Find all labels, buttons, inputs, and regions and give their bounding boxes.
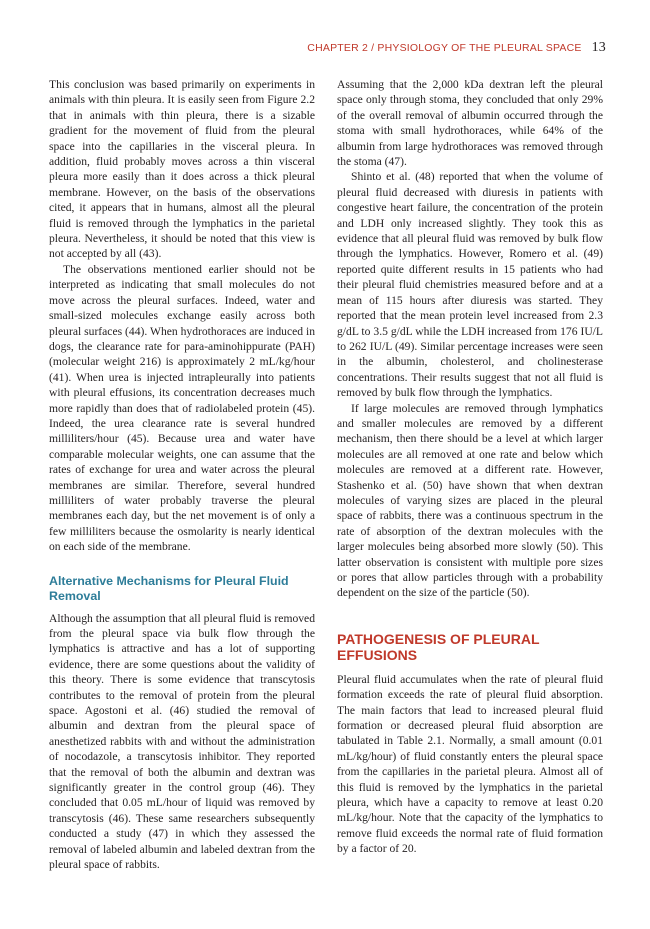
paragraph: Pleural fluid accumulates when the rate of pleural fluid formation exceeds the rate of pleural fluid absorption. The main factors that lead to increased pleural fluid formation or decreased pleural fluid absorption are tabulated in Table 2.1. Normally, a small amount (0.01 mL/kg/hour) of fluid constantly enters the pleural space from the capillaries in the parietal pleura. Almost all of this fluid is removed by the lymphatics in the parietal pleura, which have a capacity to remove at least 0.20 mL/kg/hour. Note that the capacity of the lymphatics to remove fluid exceeds the normal rate of fluid formation by a factor of 20. xyxy=(337,672,603,856)
paragraph: This conclusion was based primarily on experiments in animals with thin pleura. It is easily seen from Figure 2.2 that in animals with thin pleura, there is a sizable gradient for the movement of fluid from the pleural space into the capillaries in the visceral pleura. In addition, fluid probably moves across a thin visceral pleura more easily than it does across a thick pleural membrane. However, on the basis of the observations cited, it appears that in humans, almost all the pleural fluid is removed through the lymphatics in the parietal pleura. Nevertheless, it should be noted that this view is not accepted by all (43). xyxy=(49,78,315,261)
paragraph: If large molecules are removed through lymphatics and smaller molecules are removed by a different mechanism, then there should be a level at which larger molecules are all removed at one rate and below which molecules are removed at a different rate. However, Stashenko et al. (50) have shown that when dextran molecules of varying sizes are placed in the pleural space of rabbits, there was a continuous spectrum in the rate of absorption of the dextran molecules with the larger molecules being absorbed more slowly (50). This latter observation is consistent with multiple pore sizes or pores that allow particles through with a probability dependent on the size of the particle (50). xyxy=(337,401,603,600)
paragraph: The observations mentioned earlier should not be interpreted as indicating that small molecules do not move across the pleural surfaces. Indeed, water and small-sized molecules exchange easily across both pleural surfaces (44). When hydrothoraces are induced in dogs, the clearance rate for para-aminohippurate (PAH) (molecular weight 216) is approximately 2 mL/kg/hour (41). When urea is injected intrapleurally into patients with pleural effusions, its concentration decreases much more rapidly than does that of radiolabeled protein (45). Indeed, the urea clearance rate is several hundred milliliters/hour (45). Because urea and water have comparable molecular weights, one can assume that the rates of exchange for urea and water across the pleural membranes are similar. Therefore, several hundred milliliters of water probably traverse the pleural membranes each day, but the net movement is of only a few milliliters because the osmolarity is nearly identical on each side of the membrane. xyxy=(49,262,315,554)
paragraph: Although the assumption that all pleural fluid is removed from the pleural space via bulk flow through the lymphatics is attractive and has a lot of supporting evidence, there are some questions about the validity of this theory. There is some evidence that transcytosis contributes to the removal of protein from the pleural space. Agostoni et al. (46) studied the removal of albumin and dextran from the pleural space of anesthetized rabbits with and without the administration of nocodazole, a transcytosis inhibitor. They reported that the removal of both the albumin and dextran was significantly greater in the control group (46). They concluded that 0.05 mL/hour of liquid was removed by transcytosis (46). These same researchers subsequently conducted a study (47) in which they assessed the removal of labeled albumin and labeled dextran from the pleural space of rabbits. xyxy=(49,611,315,872)
section-heading: PATHOGENESIS OF PLEURAL EFFUSIONS xyxy=(337,630,540,663)
right-column xyxy=(337,77,603,857)
left-column xyxy=(49,77,315,873)
running-header xyxy=(307,40,606,56)
page-number: 13 xyxy=(591,40,606,55)
chapter-title: CHAPTER 2 / PHYSIOLOGY OF THE PLEURAL SPACE xyxy=(307,42,582,54)
subsection-heading: Alternative Mechanisms for Pleural Fluid Removal xyxy=(49,573,289,603)
paragraph: Shinto et al. (48) reported that when the volume of pleural fluid decreased with diuresis in patients with congestive heart failure, the concentration of the protein and LDH only increased slightly. They took this as evidence that all pleural fluid was removed by bulk flow through the lymphatics. However, Romero et al. (49) reported quite different results in 15 patients who had their pleural fluid chemistries measured before and at a mean of 115 hours after diuresis was started. They reported that the mean protein level increased from 2.3 g/dL to 3.5 g/dL while the LDH increased from 176 IU/L to 262 IU/L (49). Similar percentage increases were seen in the albumin, cholesterol, and cholinesterase concentrations. Their results suggest that not all fluid is removed by bulk flow through the lymphatics. xyxy=(337,170,603,400)
paragraph: Assuming that the 2,000 kDa dextran left the pleural space only through stoma, they concluded that only 29% of the overall removal of albumin occurred through the stoma with small hydrothoraces, while 64% of the albumin from large hydrothoraces was removed through the stoma (47). xyxy=(337,78,603,169)
